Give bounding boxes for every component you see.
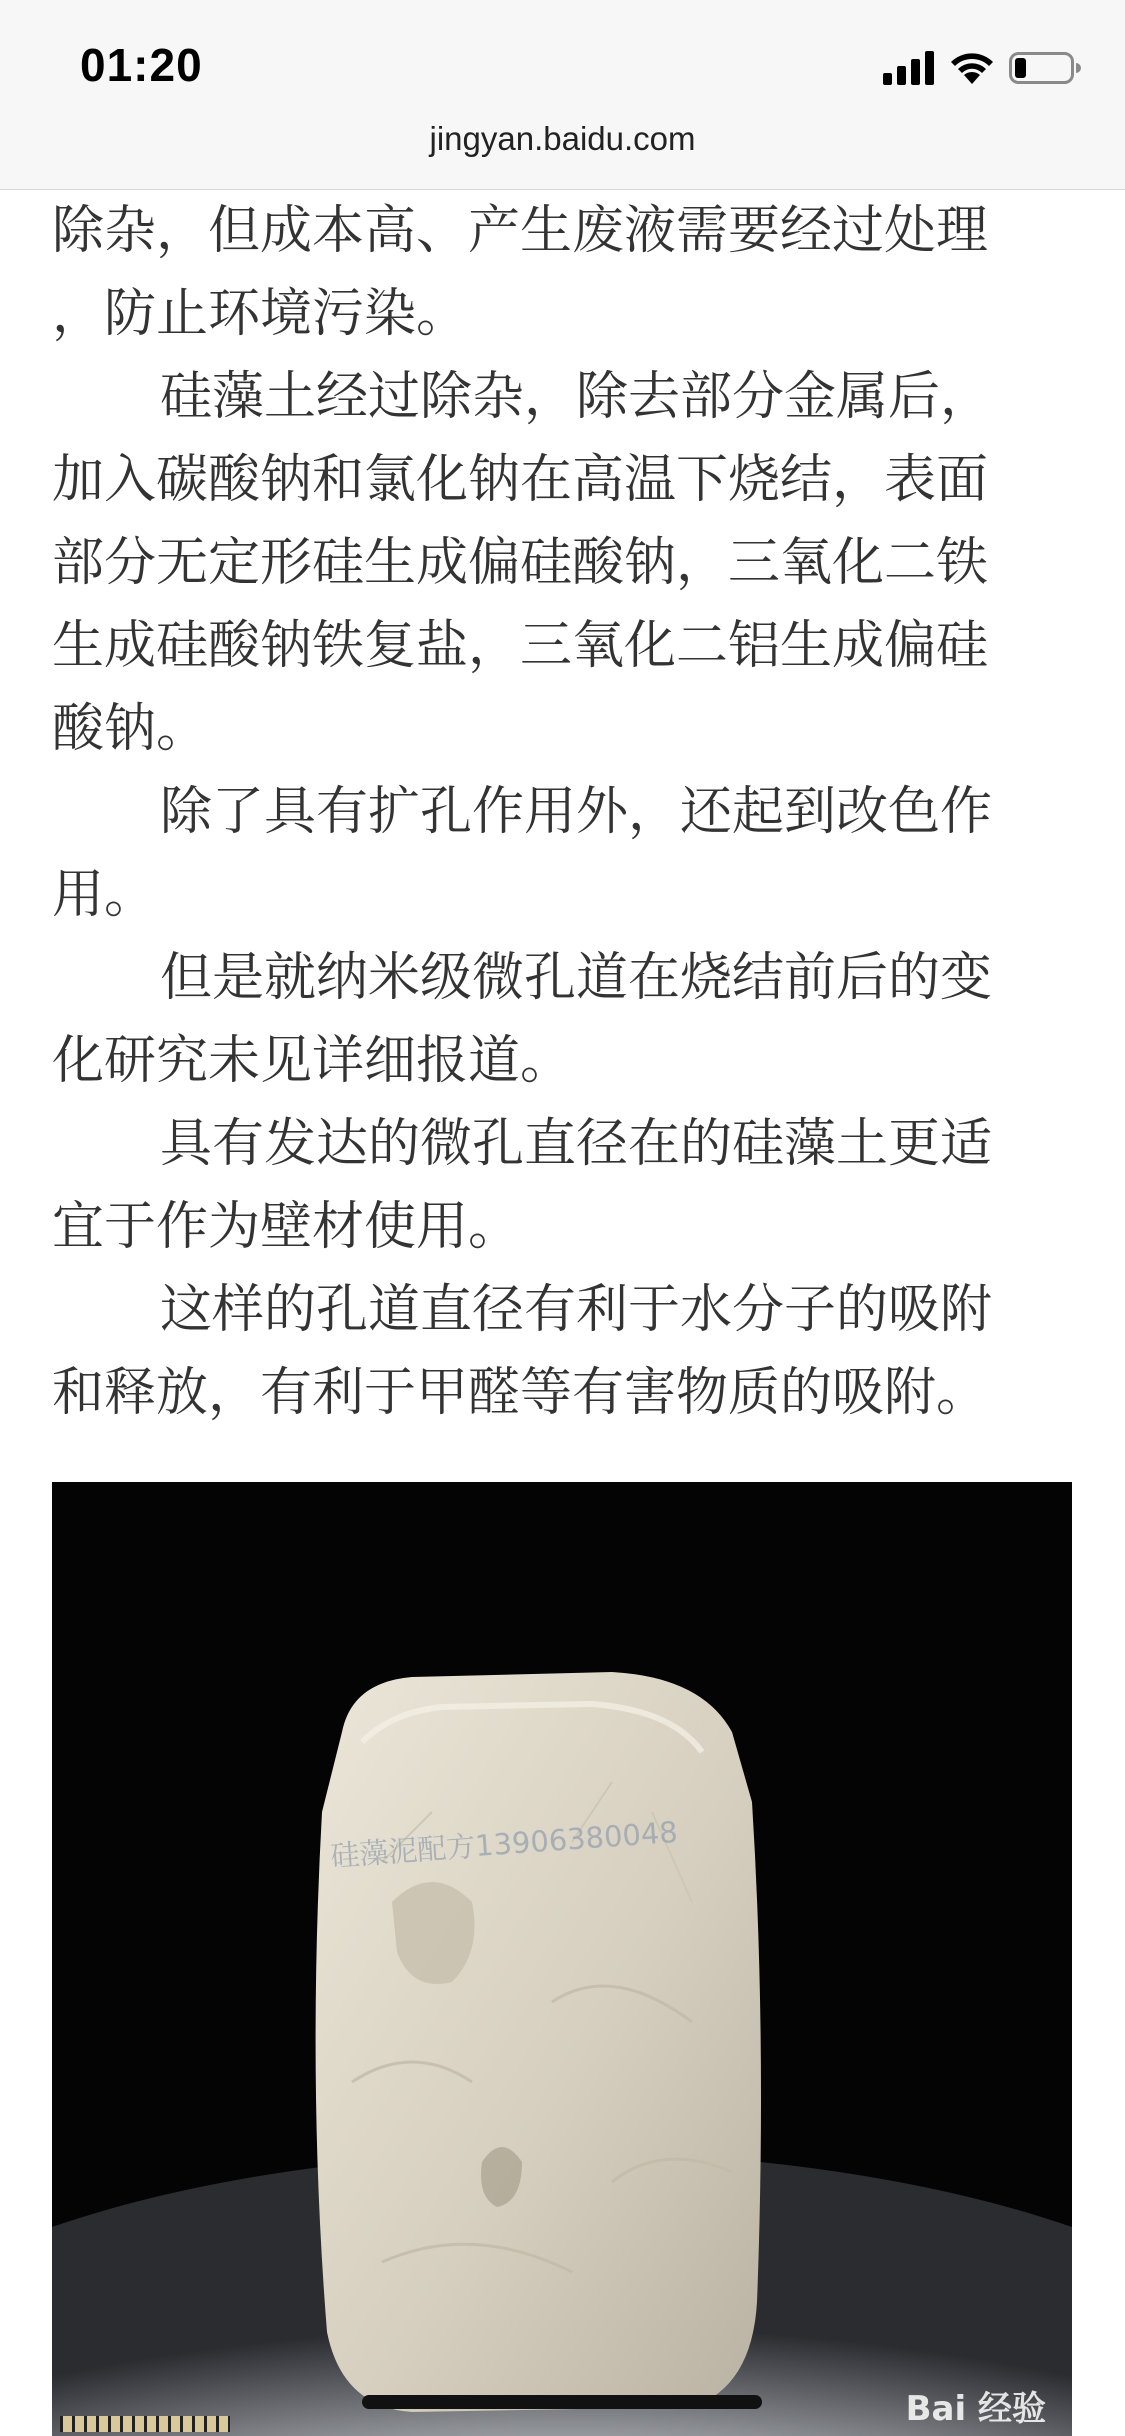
article-line-text: 除杂，但成本高、产生废液需要经过处理 bbox=[52, 201, 989, 261]
article-line-text: 但是就纳米级微孔道在烧结前后的变 bbox=[160, 948, 993, 1008]
article-line bbox=[52, 605, 1082, 688]
battery-icon bbox=[1009, 50, 1081, 86]
article-line bbox=[52, 522, 1082, 605]
article-line bbox=[52, 1103, 1082, 1186]
article-line bbox=[52, 1269, 1082, 1352]
scale-ruler bbox=[60, 2416, 230, 2432]
article-line-text: 硅藻土经过除杂，除去部分金属后， bbox=[160, 367, 993, 427]
article-line-text: 具有发达的微孔直径在的硅藻土更适 bbox=[160, 1114, 993, 1174]
article-line-text: 生成硅酸钠铁复盐，三氧化二铝生成偏硅 bbox=[52, 616, 989, 676]
article-line-text: 加入碳酸钠和氯化钠在高温下烧结，表面 bbox=[52, 450, 989, 510]
image-watermark: 硅藻泥配方13906380048 bbox=[329, 1814, 679, 1874]
article-line bbox=[52, 937, 1082, 1020]
article-line-text: 部分无定形硅生成偏硅酸钠，三氧化二铁 bbox=[52, 533, 989, 593]
article-line bbox=[52, 688, 1082, 771]
article-line-text: 化研究未见详细报道。 bbox=[52, 1031, 573, 1091]
article-line bbox=[52, 190, 1082, 273]
article-line-text: 除了具有扩孔作用外，还起到改色作 bbox=[160, 782, 993, 842]
diatomite-stone-image bbox=[52, 1482, 1072, 2436]
article-line-text: 酸钠。 bbox=[52, 699, 209, 759]
status-icons bbox=[883, 48, 1081, 88]
article-line-text: 宜于作为壁材使用。 bbox=[52, 1197, 521, 1257]
article-photo[interactable] bbox=[52, 1482, 1072, 2436]
article-line bbox=[52, 439, 1082, 522]
article-line-text: ，防止环境污染。 bbox=[52, 284, 469, 344]
article-line bbox=[52, 273, 1082, 356]
article-line bbox=[52, 854, 1082, 937]
article-line bbox=[52, 356, 1082, 439]
article-line bbox=[52, 1186, 1082, 1269]
article-body bbox=[52, 190, 1082, 1435]
cellular-signal-icon bbox=[883, 51, 935, 85]
article-line bbox=[52, 1020, 1082, 1103]
address-bar-url[interactable]: jingyan.baidu.com bbox=[429, 120, 696, 157]
article-line-text: 用。 bbox=[52, 865, 157, 925]
article-line-text: 和释放，有利于甲醛等有害物质的吸附。 bbox=[52, 1363, 989, 1423]
home-indicator[interactable] bbox=[362, 2395, 762, 2409]
article-line bbox=[52, 771, 1082, 854]
article-line-text: 这样的孔道直径有利于水分子的吸附 bbox=[160, 1280, 993, 1340]
article-line bbox=[52, 1352, 1082, 1435]
browser-top-bar bbox=[0, 0, 1125, 190]
status-time: 01:20 bbox=[80, 39, 203, 91]
wifi-icon bbox=[949, 51, 995, 85]
baidu-jingyan-logo: Bai 经验 bbox=[905, 2389, 1046, 2429]
